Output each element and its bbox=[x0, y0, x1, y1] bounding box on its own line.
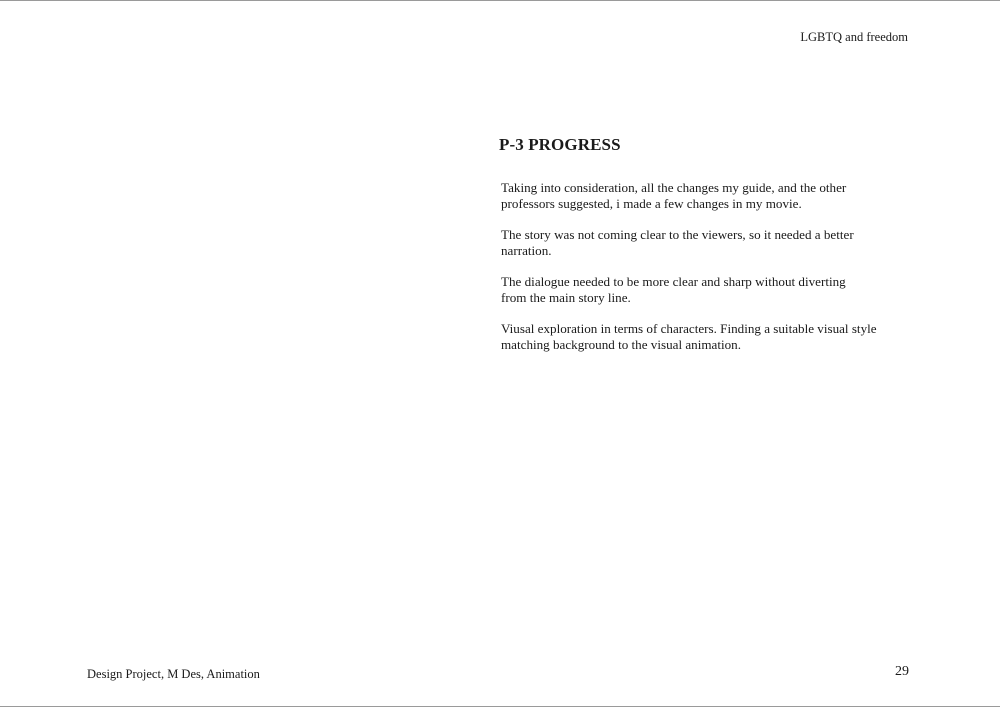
paragraph-line: narration. bbox=[501, 243, 552, 258]
paragraph-line: Taking into consideration, all the changes my guide, and the other bbox=[501, 180, 847, 195]
paragraph-1 bbox=[501, 180, 901, 212]
paragraph-line: The story was not coming clear to the viewers, so it needed a better bbox=[501, 227, 854, 242]
paragraph-line: The dialogue needed to be more clear and sharp without diverting bbox=[501, 274, 846, 289]
paragraph-line: professors suggested, i made a few changes in my movie. bbox=[501, 196, 802, 211]
paragraph-line: matching background to the visual animation. bbox=[501, 337, 741, 352]
running-header: LGBTQ and freedom bbox=[800, 30, 908, 44]
paragraph-2 bbox=[501, 227, 901, 259]
page-number: 29 bbox=[895, 664, 909, 679]
paragraph-line: from the main story line. bbox=[501, 290, 631, 305]
paragraph-3 bbox=[501, 274, 901, 306]
paragraph-4 bbox=[501, 321, 901, 353]
section-heading: P-3 PROGRESS bbox=[499, 135, 621, 154]
body-text bbox=[501, 180, 901, 368]
paragraph-line: Viusal exploration in terms of characters. Finding a suitable visual style bbox=[501, 321, 877, 336]
footer-text: Design Project, M Des, Animation bbox=[87, 667, 260, 681]
